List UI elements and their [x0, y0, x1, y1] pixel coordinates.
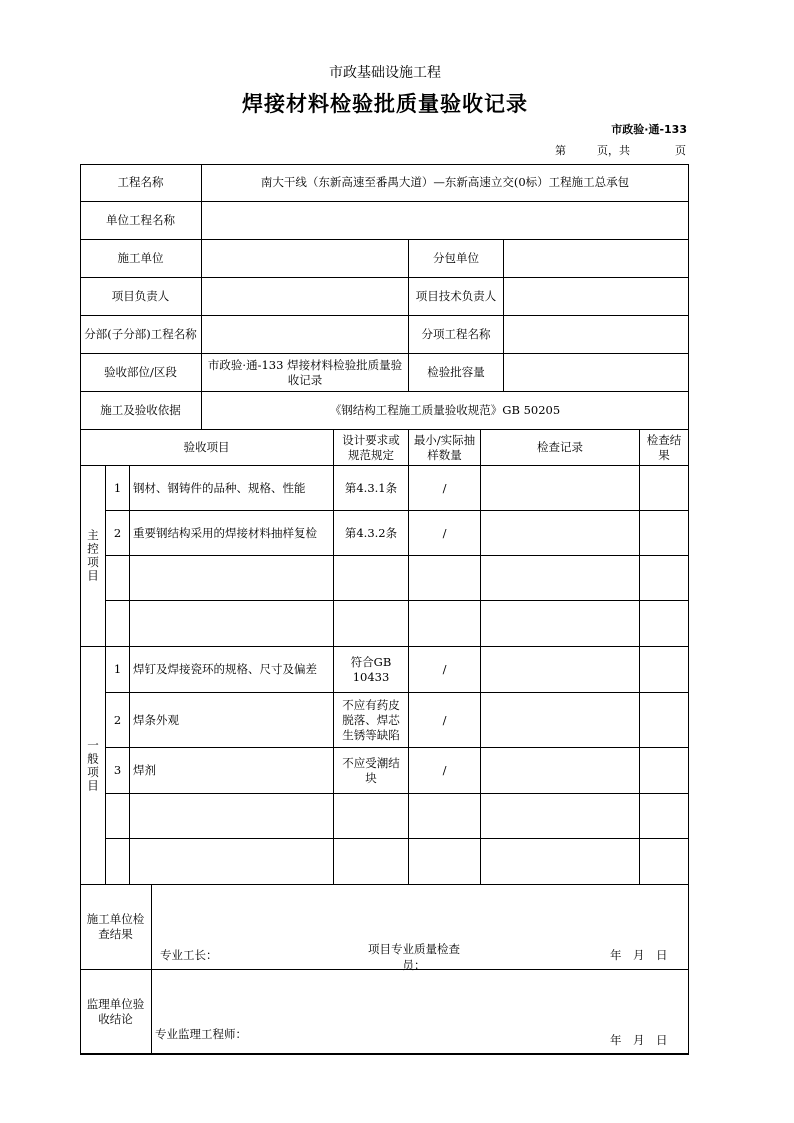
general-row-5-item[interactable]	[130, 839, 334, 885]
main-row-3-result[interactable]	[640, 556, 689, 601]
project-name-label: 工程名称	[80, 164, 202, 202]
main-row-1-item: 钢材、钢铸件的品种、规格、性能	[130, 466, 334, 511]
supervision-date-label: 年 月 日	[610, 1033, 668, 1047]
general-row-1-result[interactable]	[640, 647, 689, 693]
subcontract-unit-label: 分包单位	[409, 240, 504, 278]
general-row-2-item: 焊条外观	[130, 693, 334, 748]
supervision-conclusion-area[interactable]	[152, 970, 689, 1055]
main-row-1-design: 第4.3.1条	[334, 466, 409, 511]
general-row-3-sample[interactable]: /	[409, 748, 481, 794]
main-row-4-design[interactable]	[334, 601, 409, 647]
main-row-1-sample[interactable]: /	[409, 466, 481, 511]
general-row-1-design: 符合GB 10433	[334, 647, 409, 693]
general-row-1-item: 焊钉及焊接瓷环的规格、尺寸及偏差	[130, 647, 334, 693]
foreman-label: 专业工长：	[160, 948, 218, 962]
general-row-2-design: 不应有药皮脱落、焊芯生锈等缺陷	[334, 693, 409, 748]
general-row-1-record[interactable]	[481, 647, 640, 693]
main-row-2-item: 重要钢结构采用的焊接材料抽样复检	[130, 511, 334, 556]
general-row-5-record[interactable]	[481, 839, 640, 885]
main-row-4-record[interactable]	[481, 601, 640, 647]
general-row-4-design[interactable]	[334, 794, 409, 839]
sub-division-value[interactable]	[202, 316, 409, 354]
form-code: 市政验·通-133	[611, 123, 687, 136]
construction-check-label: 施工单位检查结果	[80, 885, 152, 970]
main-row-2-result[interactable]	[640, 511, 689, 556]
main-row-2-design: 第4.3.2条	[334, 511, 409, 556]
general-row-3-no: 3	[106, 748, 130, 794]
project-manager-label: 项目负责人	[80, 278, 202, 316]
general-row-2-no: 2	[106, 693, 130, 748]
batch-capacity-label: 检验批容量	[409, 354, 504, 392]
project-manager-value[interactable]	[202, 278, 409, 316]
general-row-5-no	[106, 839, 130, 885]
acceptance-part-value[interactable]: 市政验·通-133 焊接材料检验批质量验收记录	[202, 354, 409, 392]
general-row-3-record[interactable]	[481, 748, 640, 794]
general-row-4-no	[106, 794, 130, 839]
col-record-header: 检查记录	[481, 430, 640, 466]
sub-division-label: 分部(子分部)工程名称	[80, 316, 202, 354]
unit-project-label: 单位工程名称	[80, 202, 202, 240]
main-row-4-result[interactable]	[640, 601, 689, 647]
general-row-5-design[interactable]	[334, 839, 409, 885]
page-title: 焊接材料检验批质量验收记录	[242, 91, 528, 116]
page-prefix: 第	[555, 144, 566, 157]
organization-heading: 市政基础设施工程	[329, 65, 441, 81]
tech-manager-label: 项目技术负责人	[409, 278, 504, 316]
qc-inspector-label: 项目专业质量检查员：	[368, 942, 460, 972]
general-row-5-sample[interactable]	[409, 839, 481, 885]
general-row-4-record[interactable]	[481, 794, 640, 839]
col-result-header: 检查结果	[640, 430, 689, 466]
sub-item-value[interactable]	[504, 316, 689, 354]
main-group-text: 主控项目	[86, 529, 100, 583]
page-mid: 页，共	[597, 144, 630, 157]
acceptance-part-label: 验收部位/区段	[80, 354, 202, 392]
page-suffix: 页	[675, 144, 686, 157]
main-row-4-no	[106, 601, 130, 647]
general-row-3-design: 不应受潮结块	[334, 748, 409, 794]
main-row-4-item[interactable]	[130, 601, 334, 647]
general-row-3-item: 焊剂	[130, 748, 334, 794]
general-row-2-sample[interactable]: /	[409, 693, 481, 748]
main-row-2-record[interactable]	[481, 511, 640, 556]
general-row-4-item[interactable]	[130, 794, 334, 839]
general-row-1-sample[interactable]: /	[409, 647, 481, 693]
general-group-text: 一般项目	[86, 738, 100, 793]
supervisor-label: 专业监理工程师：	[155, 1027, 247, 1041]
main-row-1-record[interactable]	[481, 466, 640, 511]
construction-unit-label: 施工单位	[80, 240, 202, 278]
col-sample-header: 最小/实际抽样数量	[409, 430, 481, 466]
general-row-4-sample[interactable]	[409, 794, 481, 839]
main-row-2-sample[interactable]: /	[409, 511, 481, 556]
acceptance-form	[80, 164, 689, 1055]
main-row-2-no: 2	[106, 511, 130, 556]
general-row-4-result[interactable]	[640, 794, 689, 839]
general-row-3-result[interactable]	[640, 748, 689, 794]
general-row-1-no: 1	[106, 647, 130, 693]
supervision-conclusion-label: 监理单位验收结论	[80, 970, 152, 1055]
construction-check-area[interactable]	[152, 885, 689, 970]
general-row-2-record[interactable]	[481, 693, 640, 748]
main-row-3-no	[106, 556, 130, 601]
main-row-3-sample[interactable]	[409, 556, 481, 601]
unit-project-value[interactable]	[202, 202, 689, 240]
subcontract-unit-value[interactable]	[504, 240, 689, 278]
construction-unit-value[interactable]	[202, 240, 409, 278]
col-item-header: 验收项目	[80, 430, 334, 466]
tech-manager-value[interactable]	[504, 278, 689, 316]
main-row-1-result[interactable]	[640, 466, 689, 511]
col-design-header: 设计要求或规范规定	[334, 430, 409, 466]
construction-date-label: 年 月 日	[610, 948, 668, 962]
main-row-3-record[interactable]	[481, 556, 640, 601]
main-row-3-item[interactable]	[130, 556, 334, 601]
main-control-group-label	[80, 466, 106, 647]
batch-capacity-value[interactable]	[504, 354, 689, 392]
main-row-3-design[interactable]	[334, 556, 409, 601]
general-row-5-result[interactable]	[640, 839, 689, 885]
basis-label: 施工及验收依据	[80, 392, 202, 430]
sub-item-label: 分项工程名称	[409, 316, 504, 354]
general-row-2-result[interactable]	[640, 693, 689, 748]
main-row-1-no: 1	[106, 466, 130, 511]
general-group-label	[80, 647, 106, 885]
main-row-4-sample[interactable]	[409, 601, 481, 647]
basis-value: 《钢结构工程施工质量验收规范》GB 50205	[202, 392, 689, 430]
project-name-value[interactable]: 南大干线（东新高速至番禺大道）—东新高速立交(0标）工程施工总承包	[202, 164, 689, 202]
